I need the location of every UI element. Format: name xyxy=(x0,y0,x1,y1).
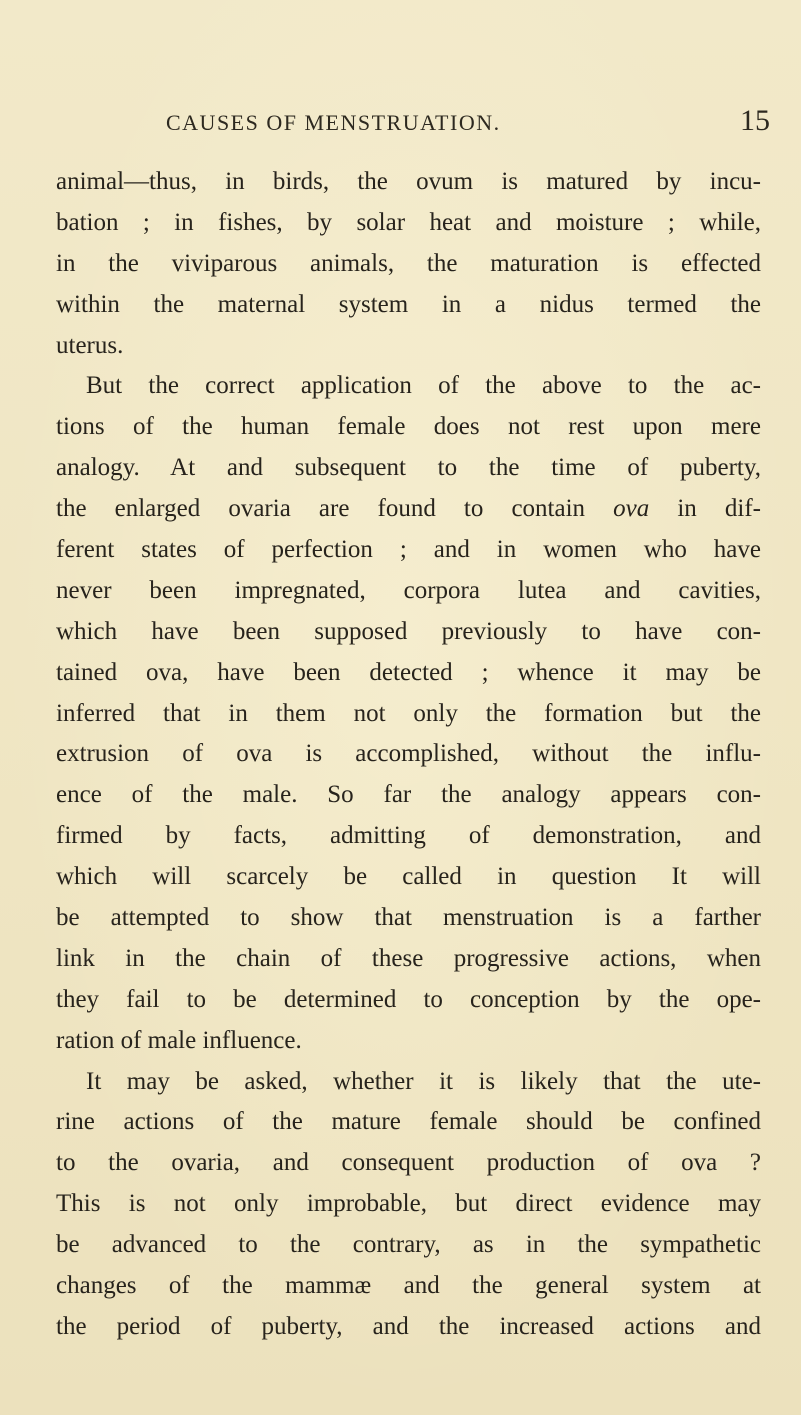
text-line: This is not only improbable, but direct evidence may xyxy=(56,1190,761,1218)
text-line: extrusion of ova is accomplished, without the influ- xyxy=(56,740,761,768)
body-text xyxy=(56,162,761,1348)
text-line: ferent states of perfection ; and in women who have xyxy=(56,536,761,564)
text-line: which will scarcely be called in question It will xyxy=(56,863,761,891)
page-number: 15 xyxy=(740,104,770,137)
text-line: It may be asked, whether it is likely that the ute- xyxy=(86,1067,761,1095)
text-line: changes of the mammæ and the general system at xyxy=(56,1272,761,1300)
text-line: ence of the male. So far the analogy appears con- xyxy=(56,781,761,809)
text-segment: the enlarged ovaria are found to contain xyxy=(56,495,586,523)
text-line: be attempted to show that menstruation is a farther xyxy=(56,904,761,932)
text-line: tained ova, have been detected ; whence it may be xyxy=(56,658,761,686)
text-line: link in the chain of these progressive actions, when xyxy=(56,944,761,972)
text-segment: in dif- xyxy=(649,495,761,523)
text-line: firmed by facts, admitting of demonstration, and xyxy=(56,822,761,850)
text-line: But the correct application of the above to the ac- xyxy=(86,372,761,400)
text-line: uterus. xyxy=(56,331,124,359)
text-line: ration of male influence. xyxy=(56,1026,302,1054)
text-line: the period of puberty, and the increased actions and xyxy=(56,1312,761,1340)
text-line: they fail to be determined to conception by the ope- xyxy=(56,985,761,1013)
running-header xyxy=(0,104,801,144)
italic-word-ova: ova xyxy=(613,495,650,523)
text-line: never been impregnated, corpora lutea and cavities, xyxy=(56,576,761,604)
text-line: within the maternal system in a nidus termed the xyxy=(56,290,761,318)
text-line: animal—thus, in birds, the ovum is matured by incu- xyxy=(56,168,761,195)
text-line: tions of the human female does not rest upon mere xyxy=(56,413,761,441)
text-line: analogy. At and subsequent to the time of puberty, xyxy=(56,454,761,482)
running-title: CAUSES OF MENSTRUATION. xyxy=(166,110,501,135)
text-line: which have been supposed previously to have con- xyxy=(56,617,761,645)
text-line: bation ; in fishes, by solar heat and moisture ; while, xyxy=(56,208,761,236)
text-line: to the ovaria, and consequent production of ova ? xyxy=(56,1149,761,1177)
text-line: in the viviparous animals, the maturation is effected xyxy=(56,249,761,277)
text-line: inferred that in them not only the formation but the xyxy=(56,699,761,727)
text-line-with-italic xyxy=(56,489,761,530)
text-line: be advanced to the contrary, as in the sympathetic xyxy=(56,1231,761,1259)
text-line: rine actions of the mature female should be confined xyxy=(56,1108,761,1136)
